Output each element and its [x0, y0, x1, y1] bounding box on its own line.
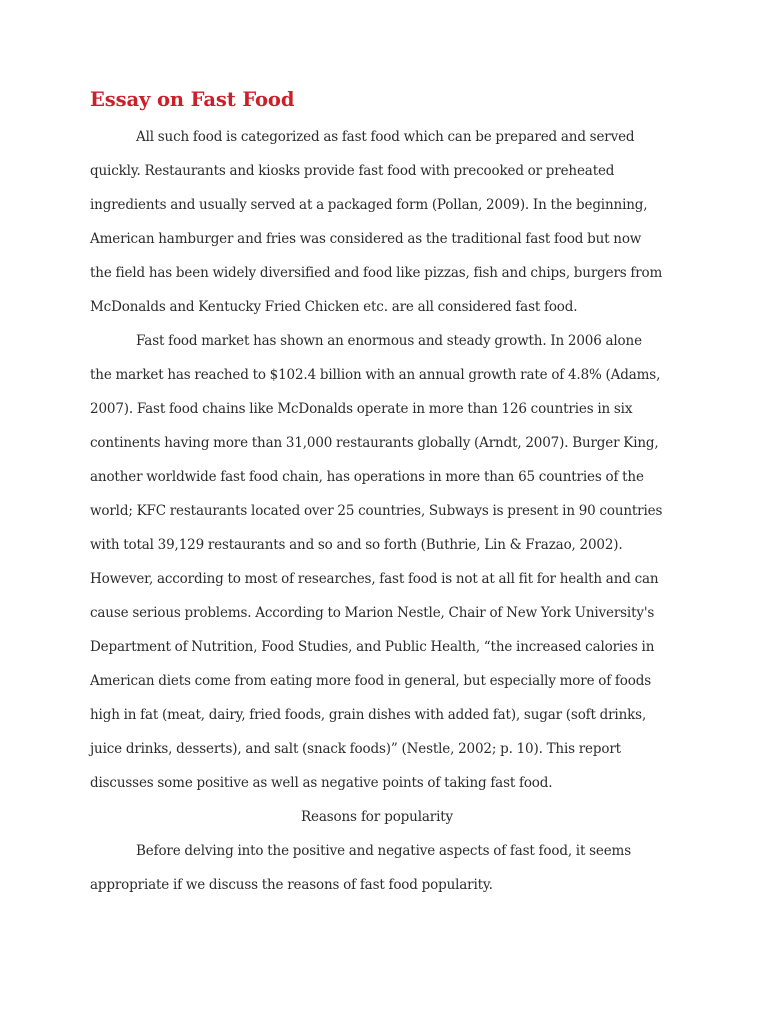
section-heading: Reasons for popularity [300, 809, 454, 825]
document-title: Essay on Fast Food [90, 88, 295, 111]
body-paragraph-1: All such food is categorized as fast food which can be prepared and served quickly. Restaurants and kiosks provide fast food with precooked or preheated ingredients and usually served at a packaged form (Pollan, 2009). In the beginning, American hamburger and fries was considered as the traditional fast food but now the field has been widely diversified and food like pizzas, fish and chips, burgers from McDonalds and Kentucky Fried Chicken etc. are all considered fast food. [90, 129, 663, 315]
section-paragraph: Before delving into the positive and negative aspects of fast food, it seems appropriate if we discuss the reasons of fast food popularity. [90, 843, 631, 893]
body-paragraph-2: Fast food market has shown an enormous and steady growth. In 2006 alone the market has reached to $102.4 billion with an annual growth rate of 4.8% (Adams, 2007). Fast food chains like McDonalds operate in more than 126 countries in six continents having more than 31,000 restaurants globally (Arndt, 2007). Burger King, another worldwide fast food chain, has operations in more than 65 countries of the world; KFC restaurants located over 25 countries, Subways is present in 90 countries with total 39,129 restaurants and so and so forth (Buthrie, Lin & Frazao, 2002). However, according to most of researches, fast food is not at all fit for health and can cause serious problems. According to Marion Nestle, Chair of New York University's Department of Nutrition, Food Studies, and Public Health, “the increased calories in American diets come from eating more food in general, but especially more of foods high in fat (meat, dairy, fried foods, grain dishes with added fat), sugar (soft drinks, juice drinks, desserts), and salt (snack foods)” (Nestle, 2002; p. 10). This report discusses some positive as well as negative points of taking fast food. [90, 333, 663, 791]
